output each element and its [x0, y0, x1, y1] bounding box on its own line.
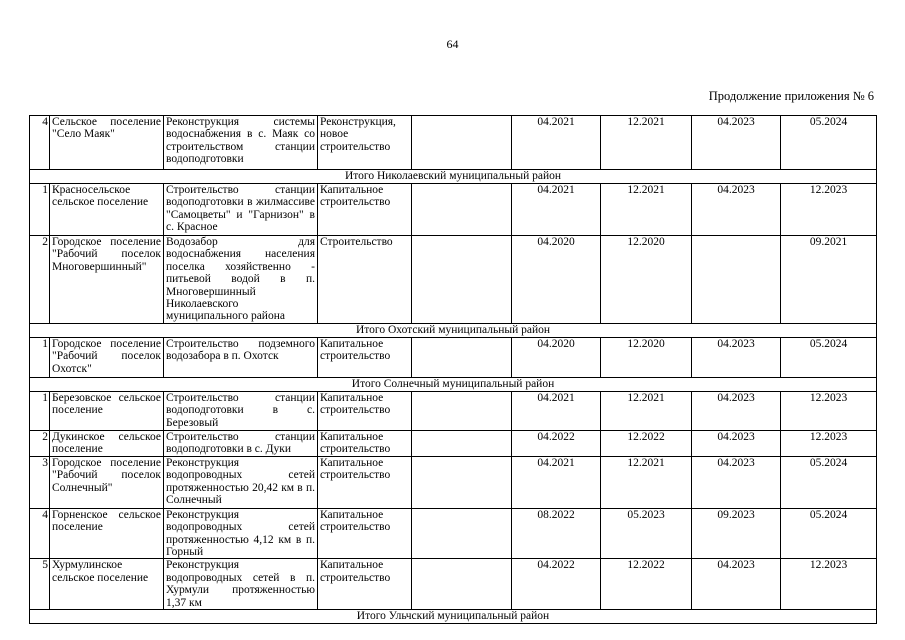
settlement-cell: Дукинское сельское поселение — [50, 430, 164, 456]
projects-table — [29, 115, 877, 624]
date-cell: 12.2023 — [781, 430, 877, 456]
table-row — [30, 184, 877, 236]
date-cell: 04.2023 — [692, 456, 781, 508]
date-cell: 04.2023 — [692, 391, 781, 430]
object-cell: Водозабор для водоснабжения населения поселка хозяйственно - питьевой водой в п. Многовершинный Николаевского муниципального района — [164, 236, 318, 324]
date-cell: 05.2024 — [781, 337, 877, 377]
subtotal-label: Итого Николаевский муниципальный район — [30, 170, 877, 184]
empty-cell — [412, 184, 512, 236]
empty-cell — [412, 508, 512, 559]
subtotal-row — [30, 170, 877, 184]
work-type-cell: Капитальное строительство — [318, 508, 412, 559]
date-cell: 12.2021 — [601, 391, 692, 430]
date-cell: 08.2022 — [512, 508, 601, 559]
empty-cell — [412, 236, 512, 324]
settlement-cell: Городское поселение "Рабочий поселок Охотск" — [50, 337, 164, 377]
work-type-cell: Капитальное строительство — [318, 559, 412, 610]
row-number: 1 — [30, 337, 50, 377]
table-row — [30, 116, 877, 170]
date-cell — [692, 236, 781, 324]
row-number: 5 — [30, 559, 50, 610]
object-cell: Реконструкция водопроводных сетей протяженностью 4,12 км в п. Горный — [164, 508, 318, 559]
date-cell: 05.2024 — [781, 116, 877, 170]
object-cell: Реконструкция водопроводных сетей в п. Хурмули протяженностью 1,37 км — [164, 559, 318, 610]
continuation-label: Продолжение приложения № 6 — [708, 89, 874, 103]
date-cell: 04.2021 — [512, 391, 601, 430]
work-type-cell: Капитальное строительство — [318, 184, 412, 236]
date-cell: 12.2020 — [601, 337, 692, 377]
work-type-cell: Капитальное строительство — [318, 337, 412, 377]
date-cell: 09.2021 — [781, 236, 877, 324]
row-number: 2 — [30, 236, 50, 324]
settlement-cell: Городское поселение "Рабочий поселок Многовершинный" — [50, 236, 164, 324]
object-cell: Строительство станции водоподготовки в жилмассиве "Самоцветы" и "Гарнизон" в с. Красное — [164, 184, 318, 236]
row-number: 2 — [30, 430, 50, 456]
date-cell: 05.2024 — [781, 508, 877, 559]
table-row — [30, 456, 877, 508]
date-cell: 04.2023 — [692, 337, 781, 377]
subtotal-label: Итого Солнечный муниципальный район — [30, 377, 877, 391]
table-row — [30, 391, 877, 430]
settlement-cell: Горненское сельское поселение — [50, 508, 164, 559]
date-cell: 04.2023 — [692, 116, 781, 170]
date-cell: 04.2022 — [512, 559, 601, 610]
object-cell: Строительство станции водоподготовки в с. Березовый — [164, 391, 318, 430]
date-cell: 04.2021 — [512, 456, 601, 508]
object-cell: Строительство станции водоподготовки в с. Дуки — [164, 430, 318, 456]
row-number: 1 — [30, 391, 50, 430]
work-type-cell: Капитальное строительство — [318, 430, 412, 456]
empty-cell — [412, 391, 512, 430]
settlement-cell: Городское поселение "Рабочий поселок Солнечный" — [50, 456, 164, 508]
settlement-cell: Красносельское сельское поселение — [50, 184, 164, 236]
date-cell: 05.2024 — [781, 456, 877, 508]
date-cell: 12.2021 — [601, 456, 692, 508]
empty-cell — [412, 430, 512, 456]
date-cell: 12.2023 — [781, 391, 877, 430]
row-number: 4 — [30, 116, 50, 170]
table-row — [30, 337, 877, 377]
date-cell: 12.2023 — [781, 559, 877, 610]
settlement-cell: Сельское поселение "Село Маяк" — [50, 116, 164, 170]
subtotal-row — [30, 323, 877, 337]
date-cell: 04.2023 — [692, 184, 781, 236]
work-type-cell: Капитальное строительство — [318, 391, 412, 430]
empty-cell — [412, 116, 512, 170]
empty-cell — [412, 337, 512, 377]
date-cell: 12.2023 — [781, 184, 877, 236]
date-cell: 04.2021 — [512, 184, 601, 236]
object-cell: Строительство подземного водозабора в п. Охотск — [164, 337, 318, 377]
subtotal-row — [30, 377, 877, 391]
empty-cell — [412, 559, 512, 610]
table-row — [30, 236, 877, 324]
date-cell: 05.2023 — [601, 508, 692, 559]
date-cell: 04.2023 — [692, 559, 781, 610]
settlement-cell: Хурмулинское сельское поселение — [50, 559, 164, 610]
row-number: 1 — [30, 184, 50, 236]
date-cell: 04.2020 — [512, 337, 601, 377]
date-cell: 04.2022 — [512, 430, 601, 456]
date-cell: 12.2021 — [601, 184, 692, 236]
settlement-cell: Березовское сельское поселение — [50, 391, 164, 430]
table-row — [30, 508, 877, 559]
subtotal-label: Итого Ульчский муниципальный район — [30, 610, 877, 624]
date-cell: 12.2022 — [601, 559, 692, 610]
table-row — [30, 430, 877, 456]
subtotal-row — [30, 610, 877, 624]
date-cell: 09.2023 — [692, 508, 781, 559]
date-cell: 12.2021 — [601, 116, 692, 170]
object-cell: Реконструкция системы водоснабжения в с. Маяк со строительством станции водоподготовки — [164, 116, 318, 170]
page-number: 64 — [446, 37, 459, 51]
row-number: 4 — [30, 508, 50, 559]
date-cell: 12.2022 — [601, 430, 692, 456]
work-type-cell: Строительство — [318, 236, 412, 324]
work-type-cell: Реконструкция, новое строительство — [318, 116, 412, 170]
date-cell: 04.2021 — [512, 116, 601, 170]
date-cell: 12.2020 — [601, 236, 692, 324]
empty-cell — [412, 456, 512, 508]
date-cell: 04.2023 — [692, 430, 781, 456]
object-cell: Реконструкция водопроводных сетей протяженностью 20,42 км в п. Солнечный — [164, 456, 318, 508]
table-row — [30, 559, 877, 610]
date-cell: 04.2020 — [512, 236, 601, 324]
work-type-cell: Капитальное строительство — [318, 456, 412, 508]
row-number: 3 — [30, 456, 50, 508]
subtotal-label: Итого Охотский муниципальный район — [30, 323, 877, 337]
